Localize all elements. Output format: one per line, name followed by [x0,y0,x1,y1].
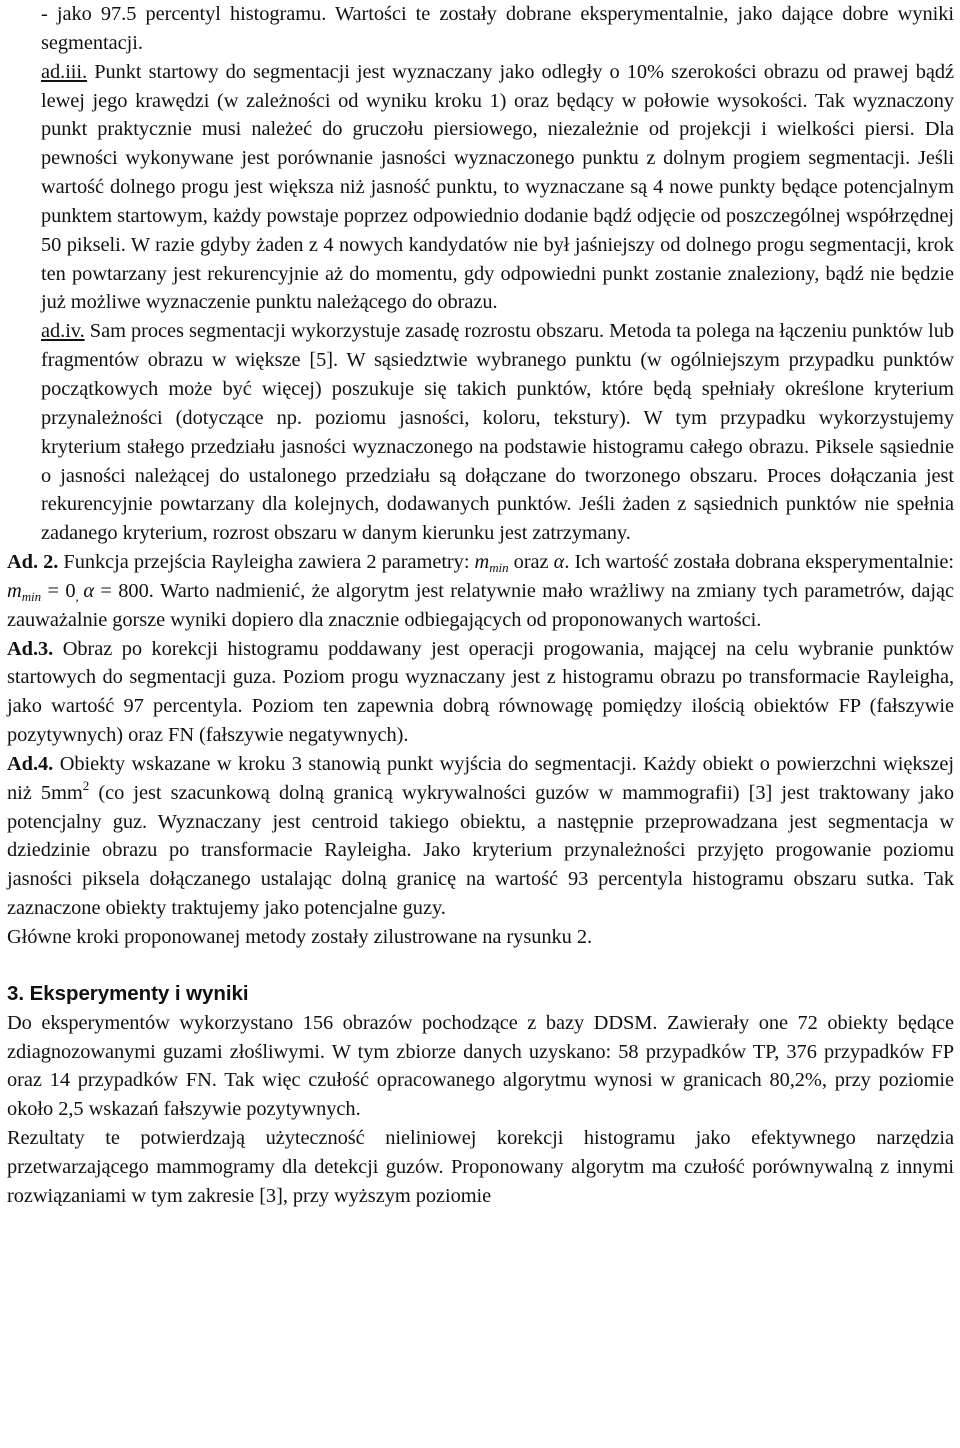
param-alpha-symbol: α [553,551,565,574]
superscript-squared: 2 [82,777,90,793]
paragraph-ad-3 [7,635,954,750]
ad-2-label: Ad. 2. [7,551,59,574]
paragraph-ad-2 [7,548,954,635]
paragraph-text: Obraz po korekcji histogramu poddawany jest operacji progowania, mającej na celu wybranie punktów startowych do segmentacji guza. Poziom progu wyznaczany jest z histogramu obrazu po transformacie Rayleigha, jako wartość 97 percentyla. Poziom ten zapewnia dobrą równowagę pomiędzy ilością obiektów FP (fałszywie pozytywnych) oraz FN (fałszywie negatywnych). [7,637,954,747]
paragraph-text: oraz [508,551,554,574]
paragraph-text: Obiekty wskazane w kroku 3 stanowią punkt wyjścia do segmentacji. Każdy obiekt o powierzchni większej niż 5mm [7,752,954,804]
paragraph-text: = 800. Warto nadmienić, że algorytm jest relatywnie mało wrażliwy na zmiany tych parametrów, dając zauważalnie gorsze wyniki dopiero dla znacznie odbiegających od proponowanych wartości. [7,579,955,631]
paragraph-text: (co jest szacunkową dolną granicą wykrywalności guzów w mammografii) [3] jest traktowany jako potencjalny guz. Wyznaczany jest centroid takiego obiektu, a następnie przeprowadzana jest segmentacja w dziedzinie obrazu po transformacie Rayleigha. Jako kryterium przynależności przyjęto progowanie poziomu jasności piksela dołączanego ustalając dolną granicę na wartość 93 percentyla histogramu obszaru sutka. Tak zaznaczone obiekty traktujemy jako potencjalne guzy. [7,781,954,920]
paragraph-ad-iii [7,58,954,318]
paragraph-figure-reference [7,923,954,952]
ad-iv-marker-link[interactable]: ad.iv. [41,320,85,343]
paragraph-text: Do eksperymentów wykorzystano 156 obrazów pochodzące z bazy DDSM. Zawierały one 72 obiekty będące zdiagnozowanymi guzami złośliwymi. W tym zbiorze danych uzyskano: 58 przypadków TP, 376 przypadków FP oraz 14 przypadków FN. Tak więc czułość opracowanego algorytmu wynosi w granicach 80,2%, przy poziomie około 2,5 wskazań fałszywie pozytywnych. [7,1011,954,1121]
param-min-subscript: min [489,560,509,576]
param-m-symbol: m [7,579,22,602]
paragraph-text: Funkcja przejścia Rayleigha zawiera 2 parametry: [58,551,475,574]
paragraph-text: . Ich wartość została dobrana eksperymentalnie: [564,551,954,574]
param-alpha-symbol: α [83,579,94,602]
ad-4-label: Ad.4. [7,752,54,775]
paragraph-text: Główne kroki proponowanej metody zostały zilustrowane na rysunku 2. [7,926,593,948]
paragraph-text: Sam proces segmentacji wykorzystuje zasadę rozrostu obszaru. Metoda ta polega na łączeniu punktów lub fragmentów obrazu w większe [5]. W sąsiedztwie wybranego punktu (w ogólniejszym przypadku punktów początkowych może być więcej) poszukuje się takich punktów, które będą spełniały określone kryterium przynależności (dotyczące np. poziomu jasności, koloru, tekstury). W tym przypadku wykorzystujemy kryterium stałego przedziału jasności wyznaczonego na podstawie histogramu całego obrazu. Piksele sąsiednie o jasności należącej do ustalonego przedziału są dołączane do tworzonego obszaru. Proces dołączania jest rekurencyjnie powtarzany dla kolejnych, dodawanych punktów. Jeśli żaden z sąsiednich punktów nie spełnia zadanego kryterium, rozrost obszaru w danym kierunku jest zatrzymany. [41,320,954,545]
paragraph-experiments [7,1009,954,1124]
ad-3-label: Ad.3. [7,637,54,660]
paragraph-percentile [7,0,954,58]
param-m-symbol: m [474,551,490,574]
param-min-subscript: min [21,588,42,604]
section-heading: 3. Eksperymenty i wyniki [7,981,249,1005]
paragraph-text: - jako 97.5 percentyl histogramu. Wartości te zostały dobrane eksperymentalnie, jako dające dobre wyniki segmentacji. [41,3,954,54]
ad-iii-marker-link[interactable]: ad.iii. [41,60,88,83]
paragraph-ad-iv [7,317,954,548]
paragraph-text: Rezultaty te potwierdzają użyteczność nieliniowej korekcji histogramu jako efektywnego narzędzia przetwarzającego mammogramy dla detekcji guzów. Proponowany algorytm ma czułość porównywalną z innymi rozwiązaniami w tym zakresie [3], przy wyższym poziomie [7,1127,954,1207]
paragraph-ad-4 [7,750,954,923]
paragraph-results [7,1124,954,1211]
paragraph-text: Punkt startowy do segmentacji jest wyznaczany jako odległy o 10% szerokości obrazu od prawej bądź lewej jego krawędzi (w zależności od wyniku kroku 1) oraz będący w połowie wysokości. Tak wyznaczony punkt praktycznie musi należeć do gruczołu piersiowego, niezależnie od projekcji i wielkości piersi. Dla pewności wykonywane jest porównanie jasności wyznaczonego punktu z dolnym progiem segmentacji. Jeśli wartość dolnego progu jest większa niż jasność punktu, to wyznaczane są 4 nowe punkty będące potencjalnym punktem startowym, każdy powstaje poprzez odpowiednio dodanie bądź odjęcie od poszczególnej współrzędnej 50 pikseli. W razie gdyby żaden z 4 nowych kandydatów nie był jaśniejszy od dolnego progu segmentacji, krok ten powtarzany jest rekurencyjnie aż do momentu, gdy odpowiedni punkt zostanie znaleziony, bądź nie będzie już możliwe wyznaczenie punktu należącego do obrazu. [41,60,954,314]
paragraph-text: = 0 [41,579,76,602]
param-separator: , [75,588,84,604]
